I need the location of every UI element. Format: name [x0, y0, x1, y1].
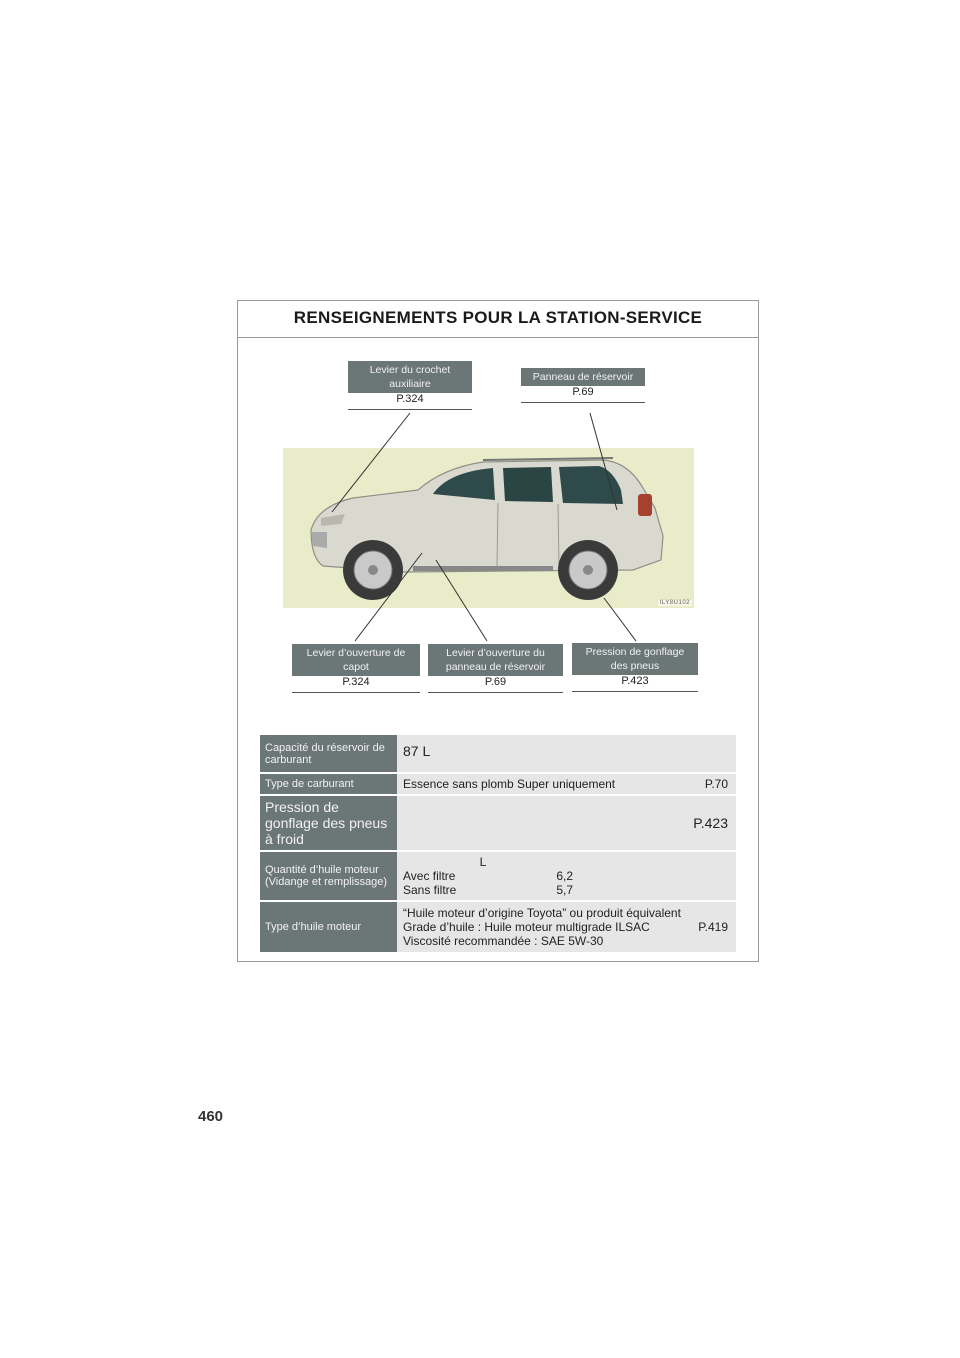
oil-without-filter-value: 5,7 — [556, 883, 573, 897]
callout-tank-door-page[interactable]: P.69 — [572, 386, 594, 398]
divider — [521, 402, 645, 403]
fuel-capacity-label: Capacité du réservoir de carburant — [260, 735, 397, 773]
oil-type-cell — [397, 901, 736, 953]
divider — [428, 692, 563, 693]
oil-quantity-grid — [403, 869, 728, 897]
tire-pressure-page[interactable]: P.423 — [693, 815, 728, 831]
vehicle-photo — [283, 448, 694, 608]
oil-quantity-cell — [397, 851, 736, 901]
oil-unit: L — [479, 855, 487, 869]
callout-hood-page[interactable]: P.324 — [342, 676, 370, 688]
table-row — [260, 773, 736, 795]
callout-tank-door-lever — [428, 644, 563, 693]
callout-hood-label: Levier d’ouverture de capot — [292, 644, 420, 676]
table-row — [260, 735, 736, 773]
callout-hood — [292, 644, 420, 693]
oil-type-label: Type d’huile moteur — [260, 901, 397, 953]
tire-pressure-cell — [397, 795, 736, 851]
table-row — [260, 795, 736, 851]
table-row — [260, 851, 736, 901]
oil-type-line2-row — [403, 920, 728, 934]
divider — [348, 409, 472, 410]
fuel-type-page[interactable]: P.70 — [704, 777, 728, 791]
fuel-capacity-value: 87 L — [397, 735, 736, 773]
callout-hook — [348, 361, 472, 410]
callout-tank-door — [521, 368, 645, 403]
oil-quantity-label: Quantité d’huile moteur (Vidange et remplissage) — [260, 851, 397, 901]
oil-with-filter-value: 6,2 — [556, 869, 573, 883]
oil-type-line2: Grade d’huile : Huile moteur multigrade ILSAC — [403, 920, 650, 934]
callout-tire — [572, 643, 698, 692]
divider — [572, 691, 698, 692]
callout-hook-page[interactable]: P.324 — [396, 393, 424, 405]
oil-without-filter-label: Sans filtre — [403, 883, 457, 897]
oil-type-line1: “Huile moteur d’origine Toyota” ou produit équivalent — [403, 906, 681, 920]
callout-tank-door-lever-page[interactable]: P.69 — [484, 676, 507, 688]
callout-tank-door-label: Panneau de réservoir — [521, 368, 645, 386]
oil-type-line3: Viscosité recommandée : SAE 5W-30 — [403, 934, 604, 948]
oil-with-filter-label: Avec filtre — [403, 869, 456, 883]
tire-pressure-label: Pression de gonflage des pneus à froid — [260, 795, 397, 851]
callout-tire-page[interactable]: P.423 — [621, 675, 649, 687]
divider — [292, 692, 420, 693]
fuel-type-cell — [397, 773, 736, 795]
photo-code: ILY8U102 — [659, 600, 690, 606]
oil-type-page[interactable]: P.419 — [698, 920, 728, 934]
table-row — [260, 901, 736, 953]
fuel-type-label: Type de carburant — [260, 773, 397, 795]
page-title: RENSEIGNEMENTS POUR LA STATION-SERVICE — [238, 301, 758, 338]
callout-tank-door-lever-label: Levier d’ouverture du panneau de réservoir — [428, 644, 563, 676]
spec-table — [260, 735, 736, 954]
fuel-type-value: Essence sans plomb Super uniquement — [403, 777, 616, 791]
page-number: 460 — [198, 1108, 224, 1125]
callout-tire-label: Pression de gonflage des pneus — [572, 643, 698, 675]
suv-illustration — [283, 448, 694, 608]
callout-hook-label: Levier du crochet auxiliaire — [348, 361, 472, 393]
